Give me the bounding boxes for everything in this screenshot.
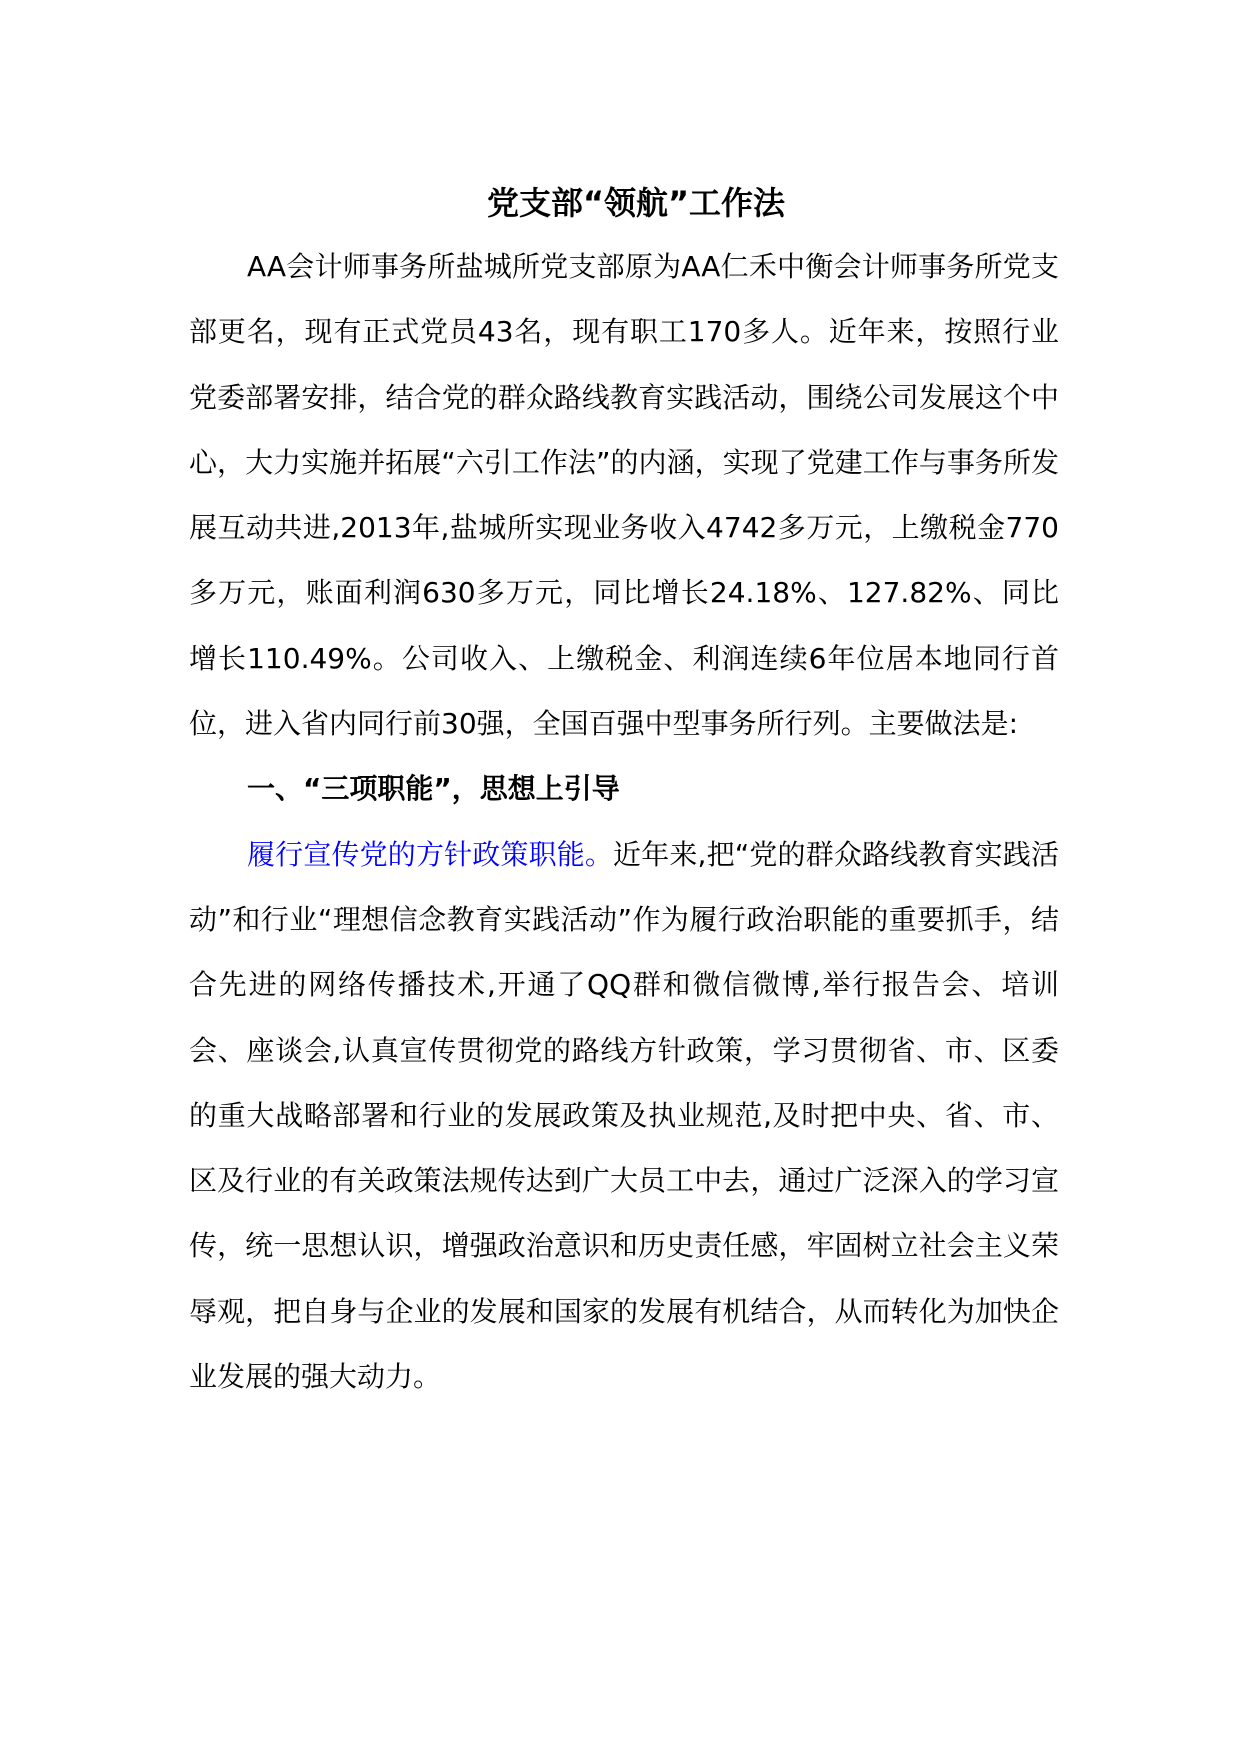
section-paragraph bbox=[189, 822, 1059, 1410]
section-body-text: 近年来,把“党的群众路线教育实践活动”和行业“理想信念教育实践活动”作为履行政治职能的重要抓手，结合先进的网络传播技术,开通了QQ群和微信微博,举行报告会、培训会、座谈会,认真宣传贯彻党的路线方针政策，学习贯彻省、市、区委的重大战略部署和行业的发展政策及执业规范,及时把中央、省、市、区及行业的有关政策法规传达到广大员工中去，通过广泛深入的学习宣传，统一思想认识，增强政治意识和历史责任感，牢固树立社会主义荣辱观，把自身与企业的发展和国家的发展有机结合，从而转化为加快企业发展的强大动力。 bbox=[189, 837, 1059, 1394]
highlighted-lead-text: 履行宣传党的方针政策职能。 bbox=[247, 837, 614, 871]
document-page bbox=[189, 170, 1059, 1409]
section-heading: 一、“三项职能”，思想上引导 bbox=[247, 772, 620, 806]
intro-paragraph: AA会计师事务所盐城所党支部原为AA仁禾中衡会计师事务所党支部更名，现有正式党员43名，现有职工170多人。近年来，按照行业党委部署安排，结合党的群众路线教育实践活动，围绕公司发展这个中心，大力实施并拓展“六引工作法”的内涵，实现了党建工作与事务所发展互动共进,2013年,盐城所实现业务收入4742多万元，上缴税金770多万元，账面利润630多万元，同比增长24.18%、127.82%、同比增长110.49%。公司收入、上缴税金、利润连续6年位居本地同行首位，进入省内同行前30强，全国百强中型事务所行列。主要做法是: bbox=[189, 250, 1059, 741]
document-title: 党支部“领航”工作法 bbox=[486, 184, 786, 222]
